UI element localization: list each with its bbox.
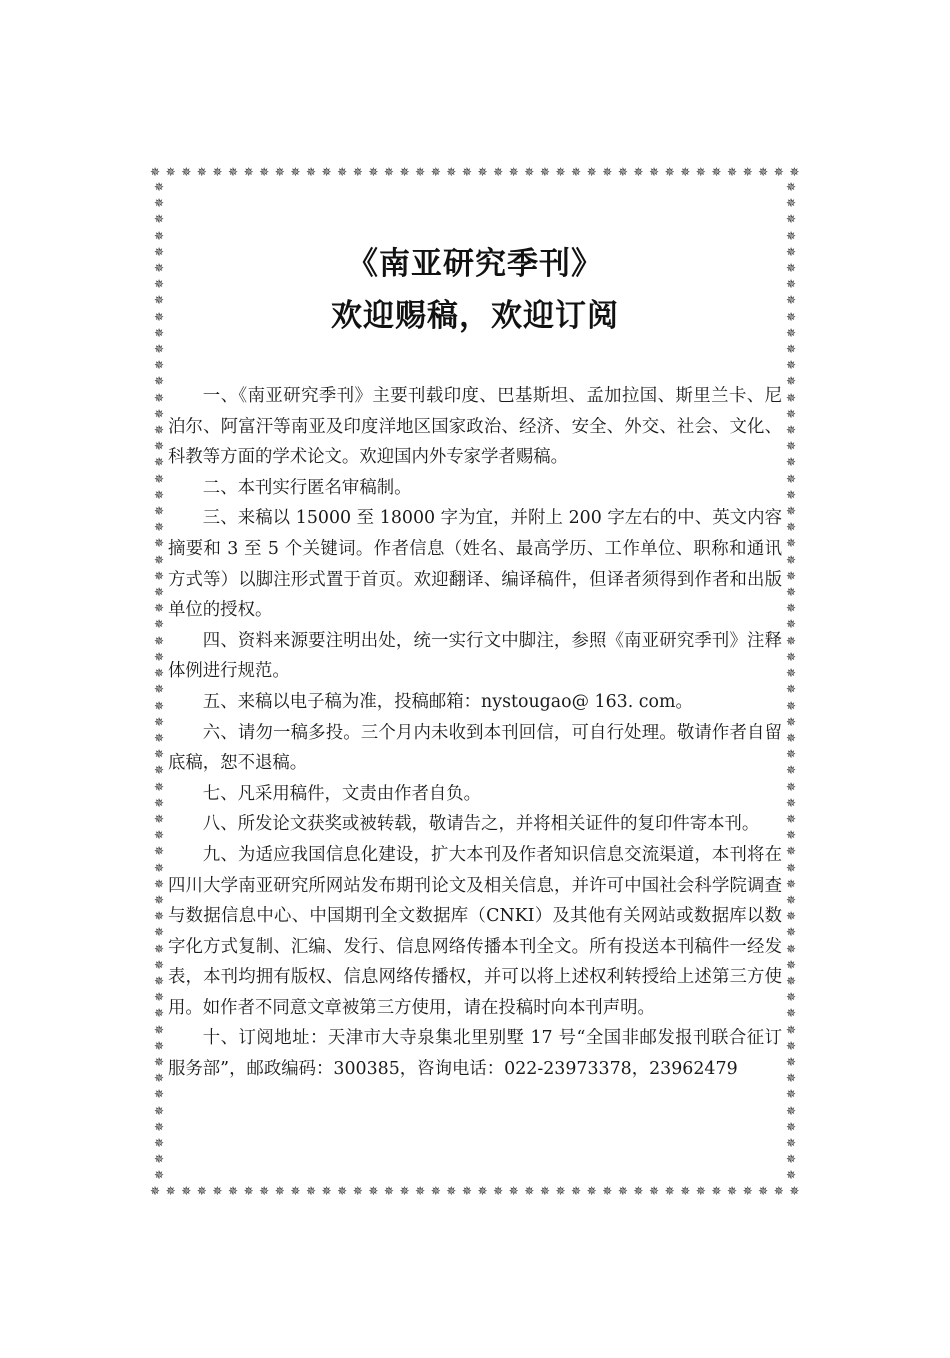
ornament-icon: ✵ xyxy=(153,925,165,940)
ornament-icon: ✵ xyxy=(785,261,797,276)
ornament-icon: ✵ xyxy=(290,165,301,179)
ornament-icon: ✵ xyxy=(493,165,504,179)
ornament-icon: ✵ xyxy=(196,1184,207,1198)
ornament-icon: ✵ xyxy=(785,342,797,357)
ornament-icon: ✵ xyxy=(726,1184,738,1198)
ornament-icon: ✵ xyxy=(711,1184,722,1198)
ornament-icon: ✵ xyxy=(153,455,165,470)
paragraph-8: 八、所发论文获奖或被转载，敬请告之，并将相关证件的复印件寄本刊。 xyxy=(202,814,760,835)
ornament-icon: ✵ xyxy=(695,165,706,179)
ornament-icon: ✵ xyxy=(785,293,797,308)
ornament-icon: ✵ xyxy=(617,1184,628,1198)
ornament-icon: ✵ xyxy=(785,374,797,389)
ornament-icon: ✵ xyxy=(153,601,165,616)
ornament-icon: ✵ xyxy=(399,165,410,179)
ornament-icon: ✵ xyxy=(785,471,797,486)
ornament-icon: ✵ xyxy=(181,165,192,179)
ornament-icon: ✵ xyxy=(430,1184,441,1198)
ornament-icon: ✵ xyxy=(153,390,165,405)
ornament-icon: ✵ xyxy=(196,165,207,179)
ornament-icon: ✵ xyxy=(153,698,165,713)
ornament-icon: ✵ xyxy=(785,925,797,940)
ornament-icon: ✵ xyxy=(290,1184,301,1198)
ornament-icon: ✵ xyxy=(539,165,550,179)
ornament-icon: ✵ xyxy=(785,1168,797,1182)
ornament-icon: ✵ xyxy=(399,1184,410,1198)
ornament-icon: ✵ xyxy=(785,568,797,583)
ornament-icon: ✵ xyxy=(742,1184,753,1198)
ornament-icon: ✵ xyxy=(789,165,800,179)
ornament-icon: ✵ xyxy=(153,941,165,956)
ornament-icon: ✵ xyxy=(785,244,797,259)
ornament-icon: ✵ xyxy=(153,828,165,843)
ornament-icon: ✵ xyxy=(153,1103,165,1118)
paragraph-3: 三、来稿以 15000 至 18000 字为宜，并附上 200 字左右的中、英文内容摘要和 3 至 5 个关键词。作者信息（姓名、最高学历、工作单位、职称和通讯方式等）以脚注形式置于首页。欢迎翻译、编译稿件，但译者须得到作者和出版单位的授权。 xyxy=(168,508,782,621)
ornament-icon: ✵ xyxy=(785,795,797,810)
ornament-icon: ✵ xyxy=(785,1087,797,1102)
ornament-icon: ✵ xyxy=(785,666,797,681)
ornament-icon: ✵ xyxy=(368,1184,379,1198)
ornament-icon: ✵ xyxy=(785,633,797,648)
ornament-icon: ✵ xyxy=(664,1184,675,1198)
ornament-icon: ✵ xyxy=(227,1184,239,1198)
ornament-icon: ✵ xyxy=(758,165,769,179)
ornament-icon: ✵ xyxy=(742,165,753,179)
border-left xyxy=(150,181,168,1182)
ornament-icon: ✵ xyxy=(446,165,457,179)
ornament-icon: ✵ xyxy=(785,196,797,211)
ornament-icon: ✵ xyxy=(153,876,165,891)
ornament-icon: ✵ xyxy=(153,261,165,276)
title-block xyxy=(170,238,780,342)
ornament-icon: ✵ xyxy=(259,165,270,179)
ornament-icon: ✵ xyxy=(785,228,797,243)
ornament-icon: ✵ xyxy=(153,990,165,1005)
ornament-icon: ✵ xyxy=(649,1184,660,1198)
ornament-icon: ✵ xyxy=(153,1006,165,1021)
ornament-icon: ✵ xyxy=(785,520,797,535)
ornament-icon: ✵ xyxy=(785,763,797,778)
ornament-icon: ✵ xyxy=(153,957,165,972)
paragraph-4: 四、资料来源要注明出处，统一实行文中脚注，参照《南亚研究季刊》注释体例进行规范。 xyxy=(168,630,782,682)
ornament-icon: ✵ xyxy=(153,730,165,745)
paragraph-1: 一、《南亚研究季刊》主要刊载印度、巴基斯坦、孟加拉国、斯里兰卡、尼泊尔、阿富汗等南亚及印度洋地区国家政治、经济、安全、外交、社会、文化、科教等方面的学术论文。欢迎国内外专家学者赐稿。 xyxy=(168,386,782,468)
ornament-icon: ✵ xyxy=(785,844,797,859)
ornament-icon: ✵ xyxy=(664,165,675,179)
border-top xyxy=(150,163,800,181)
ornament-icon: ✵ xyxy=(153,844,165,859)
ornament-icon: ✵ xyxy=(785,1038,797,1053)
ornament-icon: ✵ xyxy=(785,181,797,194)
ornament-icon: ✵ xyxy=(383,165,394,179)
ornament-icon: ✵ xyxy=(153,779,165,794)
ornament-icon: ✵ xyxy=(785,601,797,616)
ornament-icon: ✵ xyxy=(259,1184,270,1198)
ornament-icon: ✵ xyxy=(785,455,797,470)
paragraph-5: 五、来稿以电子稿为准，投稿邮箱：nystougao@ 163. com。 xyxy=(202,691,693,712)
ornament-icon: ✵ xyxy=(649,165,660,179)
ornament-icon: ✵ xyxy=(243,165,254,179)
ornament-icon: ✵ xyxy=(785,504,797,519)
ornament-icon: ✵ xyxy=(212,1184,223,1198)
ornament-icon: ✵ xyxy=(785,1152,797,1167)
ornament-icon: ✵ xyxy=(785,828,797,843)
ornament-icon: ✵ xyxy=(571,165,582,179)
ornament-icon: ✵ xyxy=(153,181,165,194)
welcome-heading: 欢迎赐稿，欢迎订阅 xyxy=(331,298,619,334)
ornament-icon: ✵ xyxy=(785,1119,797,1134)
ornament-icon: ✵ xyxy=(785,309,797,324)
ornament-icon: ✵ xyxy=(153,747,165,762)
ornament-icon: ✵ xyxy=(586,1184,597,1198)
ornament-icon: ✵ xyxy=(785,1135,797,1150)
ornament-icon: ✵ xyxy=(153,892,165,907)
ornament-icon: ✵ xyxy=(711,165,722,179)
ornament-icon: ✵ xyxy=(274,165,285,179)
ornament-icon: ✵ xyxy=(773,1184,784,1198)
ornament-icon: ✵ xyxy=(165,165,176,179)
ornament-icon: ✵ xyxy=(785,990,797,1005)
ornament-icon: ✵ xyxy=(153,649,165,664)
ornament-icon: ✵ xyxy=(153,504,165,519)
ornament-icon: ✵ xyxy=(785,1103,797,1118)
ornament-icon: ✵ xyxy=(785,1022,797,1037)
ornament-icon: ✵ xyxy=(153,277,165,292)
ornament-icon: ✵ xyxy=(785,390,797,405)
ornament-icon: ✵ xyxy=(785,212,797,227)
ornament-icon: ✵ xyxy=(153,471,165,486)
ornament-icon: ✵ xyxy=(415,165,426,179)
ornament-icon: ✵ xyxy=(785,439,797,454)
ornament-icon: ✵ xyxy=(695,1184,706,1198)
ornament-icon: ✵ xyxy=(785,1054,797,1069)
ornament-icon: ✵ xyxy=(153,423,165,438)
ornament-icon: ✵ xyxy=(352,165,363,179)
ornament-icon: ✵ xyxy=(153,714,165,729)
ornament-icon: ✵ xyxy=(785,973,797,988)
ornament-icon: ✵ xyxy=(153,1087,165,1102)
border-bottom xyxy=(150,1182,800,1200)
ornament-icon: ✵ xyxy=(785,941,797,956)
ornament-icon: ✵ xyxy=(633,1184,644,1198)
ornament-icon: ✵ xyxy=(617,165,628,179)
ornament-icon: ✵ xyxy=(153,196,165,211)
ornament-icon: ✵ xyxy=(785,730,797,745)
ornament-icon: ✵ xyxy=(153,212,165,227)
ornament-icon: ✵ xyxy=(153,358,165,373)
ornament-icon: ✵ xyxy=(477,165,488,179)
ornament-icon: ✵ xyxy=(524,1184,535,1198)
ornament-icon: ✵ xyxy=(153,309,165,324)
ornament-icon: ✵ xyxy=(555,165,566,179)
ornament-icon: ✵ xyxy=(785,325,797,340)
ornament-icon: ✵ xyxy=(153,1135,165,1150)
ornament-icon: ✵ xyxy=(446,1184,457,1198)
ornament-icon: ✵ xyxy=(785,423,797,438)
ornament-icon: ✵ xyxy=(785,957,797,972)
ornament-icon: ✵ xyxy=(602,165,613,179)
ornament-icon: ✵ xyxy=(785,406,797,421)
ornament-icon: ✵ xyxy=(785,698,797,713)
ornament-icon: ✵ xyxy=(153,1022,165,1037)
ornament-icon: ✵ xyxy=(153,244,165,259)
ornament-icon: ✵ xyxy=(785,487,797,502)
ornament-icon: ✵ xyxy=(153,552,165,567)
ornament-icon: ✵ xyxy=(337,1184,348,1198)
ornament-icon: ✵ xyxy=(785,779,797,794)
paragraph-6: 六、请勿一稿多投。三个月内未收到本刊回信，可自行处理。敬请作者自留底稿，恕不退稿。 xyxy=(168,722,782,774)
ornament-icon: ✵ xyxy=(680,165,691,179)
ornament-icon: ✵ xyxy=(153,763,165,778)
border-right xyxy=(782,181,800,1182)
ornament-icon: ✵ xyxy=(153,487,165,502)
ornament-icon: ✵ xyxy=(773,165,784,179)
paragraph-10: 十、订阅地址：天津市大寺泉集北里别墅 17 号“全国非邮发报刊联合征订服务部”，邮政编码：300385，咨询电话：022-23973378，23962479 xyxy=(168,1028,782,1080)
ornament-icon: ✵ xyxy=(305,165,316,179)
ornament-icon: ✵ xyxy=(153,520,165,535)
ornament-icon: ✵ xyxy=(153,617,165,632)
ornament-icon: ✵ xyxy=(153,811,165,826)
ornament-icon: ✵ xyxy=(153,342,165,357)
ornament-icon: ✵ xyxy=(150,165,161,179)
paragraph-9: 九、为适应我国信息化建设，扩大本刊及作者知识信息交流渠道，本刊将在四川大学南亚研究所网站发布期刊论文及相关信息，并许可中国社会科学院调查与数据信息中心、中国期刊全文数据库（CNKI）及其他有关网站或数据库以数字化方式复制、汇编、发行、信息网络传播本刊全文。所有投送本刊稿件一经发表，本刊均拥有版权、信息网络传播权，并可以将上述权利转授给上述第三方使用。如作者不同意文章被第三方使用，请在投稿时向本刊声明。 xyxy=(168,844,782,1018)
paragraph-7: 七、凡采用稿件，文责由作者自负。 xyxy=(202,783,482,804)
ornament-icon: ✵ xyxy=(785,358,797,373)
journal-title: 《南亚研究季刊》 xyxy=(347,246,603,282)
ornament-icon: ✵ xyxy=(493,1184,504,1198)
ornament-icon: ✵ xyxy=(571,1184,582,1198)
ornament-icon: ✵ xyxy=(508,165,519,179)
paragraph-2: 二、本刊实行匿名审稿制。 xyxy=(202,477,412,498)
ornament-icon: ✵ xyxy=(383,1184,394,1198)
ornament-icon: ✵ xyxy=(785,860,797,875)
ornament-icon: ✵ xyxy=(165,1184,176,1198)
ornament-icon: ✵ xyxy=(785,552,797,567)
ornament-icon: ✵ xyxy=(153,568,165,583)
ornament-icon: ✵ xyxy=(153,325,165,340)
ornament-icon: ✵ xyxy=(785,649,797,664)
ornament-icon: ✵ xyxy=(153,585,165,600)
ornament-icon: ✵ xyxy=(321,165,332,179)
ornament-icon: ✵ xyxy=(785,682,797,697)
ornament-icon: ✵ xyxy=(153,228,165,243)
ornament-icon: ✵ xyxy=(415,1184,426,1198)
ornament-icon: ✵ xyxy=(524,165,535,179)
ornament-icon: ✵ xyxy=(680,1184,691,1198)
ornament-icon: ✵ xyxy=(243,1184,254,1198)
ornament-icon: ✵ xyxy=(785,714,797,729)
ornament-icon: ✵ xyxy=(274,1184,285,1198)
ornament-icon: ✵ xyxy=(153,682,165,697)
ornament-icon: ✵ xyxy=(150,1184,161,1198)
ornament-icon: ✵ xyxy=(153,293,165,308)
ornament-icon: ✵ xyxy=(153,406,165,421)
ornament-icon: ✵ xyxy=(153,439,165,454)
ornament-icon: ✵ xyxy=(586,165,597,179)
ornament-icon: ✵ xyxy=(153,1054,165,1069)
ornament-icon: ✵ xyxy=(461,1184,472,1198)
ornament-icon: ✵ xyxy=(368,165,379,179)
ornament-icon: ✵ xyxy=(758,1184,769,1198)
ornament-icon: ✵ xyxy=(477,1184,488,1198)
ornament-icon: ✵ xyxy=(153,374,165,389)
ornament-icon: ✵ xyxy=(153,1152,165,1167)
ornament-icon: ✵ xyxy=(785,909,797,924)
ornament-icon: ✵ xyxy=(785,536,797,551)
notice-body xyxy=(168,381,782,1085)
ornament-icon: ✵ xyxy=(153,633,165,648)
ornament-icon: ✵ xyxy=(785,585,797,600)
ornament-icon: ✵ xyxy=(153,666,165,681)
ornament-icon: ✵ xyxy=(337,165,348,179)
ornament-icon: ✵ xyxy=(602,1184,613,1198)
ornament-icon: ✵ xyxy=(785,747,797,762)
ornament-icon: ✵ xyxy=(227,165,239,179)
ornament-icon: ✵ xyxy=(785,617,797,632)
ornament-icon: ✵ xyxy=(785,876,797,891)
ornament-icon: ✵ xyxy=(212,165,223,179)
ornament-icon: ✵ xyxy=(508,1184,519,1198)
ornament-icon: ✵ xyxy=(785,811,797,826)
ornament-icon: ✵ xyxy=(785,1006,797,1021)
ornament-icon: ✵ xyxy=(153,1071,165,1086)
ornament-icon: ✵ xyxy=(181,1184,192,1198)
ornament-icon: ✵ xyxy=(430,165,441,179)
ornament-icon: ✵ xyxy=(785,1071,797,1086)
ornament-icon: ✵ xyxy=(153,795,165,810)
ornament-icon: ✵ xyxy=(785,277,797,292)
ornament-icon: ✵ xyxy=(153,1168,165,1182)
ornament-icon: ✵ xyxy=(321,1184,332,1198)
ornament-icon: ✵ xyxy=(726,165,738,179)
ornament-icon: ✵ xyxy=(539,1184,550,1198)
ornament-icon: ✵ xyxy=(633,165,644,179)
ornament-icon: ✵ xyxy=(153,536,165,551)
ornament-icon: ✵ xyxy=(789,1184,800,1198)
ornament-icon: ✵ xyxy=(305,1184,316,1198)
ornament-icon: ✵ xyxy=(153,909,165,924)
ornament-icon: ✵ xyxy=(153,860,165,875)
ornament-icon: ✵ xyxy=(352,1184,363,1198)
ornament-icon: ✵ xyxy=(153,1119,165,1134)
ornament-icon: ✵ xyxy=(461,165,472,179)
ornament-icon: ✵ xyxy=(153,1038,165,1053)
ornament-icon: ✵ xyxy=(555,1184,566,1198)
ornament-icon: ✵ xyxy=(785,892,797,907)
ornament-icon: ✵ xyxy=(153,973,165,988)
